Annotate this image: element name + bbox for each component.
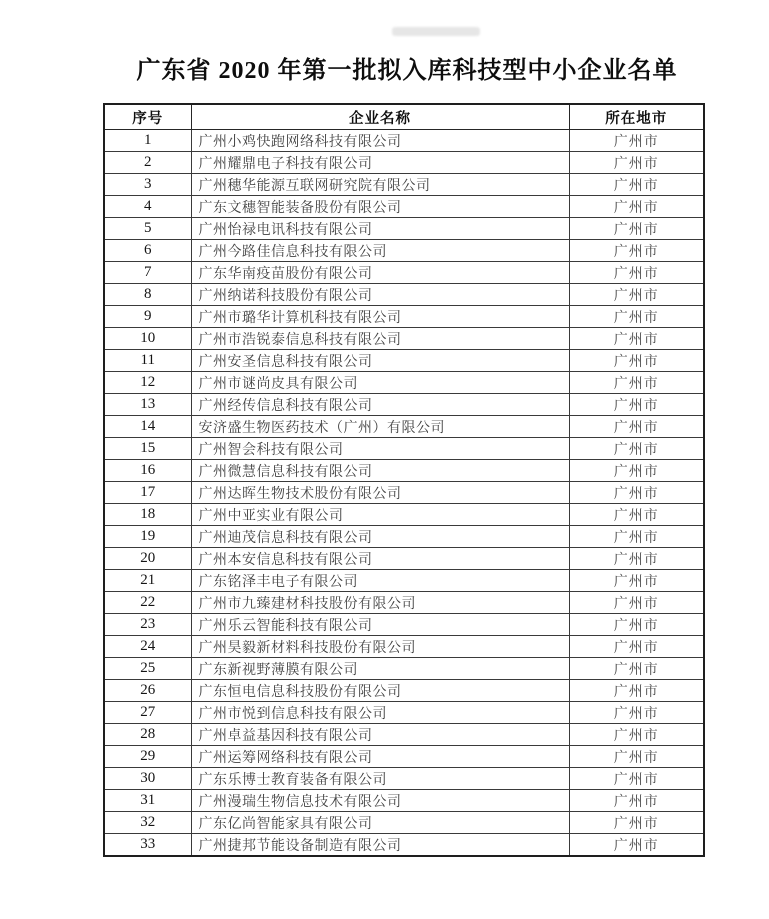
table-row bbox=[104, 438, 704, 460]
serial-number-cell: 25 bbox=[104, 658, 191, 680]
table-row bbox=[104, 482, 704, 504]
serial-number-cell: 33 bbox=[104, 834, 191, 857]
city-cell: 广州市 bbox=[569, 262, 704, 284]
city-cell: 广州市 bbox=[569, 372, 704, 394]
serial-number-cell: 22 bbox=[104, 592, 191, 614]
serial-number-cell: 12 bbox=[104, 372, 191, 394]
table-row bbox=[104, 460, 704, 482]
table-row bbox=[104, 636, 704, 658]
company-name-cell: 广州达晖生物技术股份有限公司 bbox=[191, 482, 569, 504]
city-cell: 广州市 bbox=[569, 548, 704, 570]
table-row bbox=[104, 284, 704, 306]
company-name-cell: 广州智会科技有限公司 bbox=[191, 438, 569, 460]
table-row bbox=[104, 504, 704, 526]
city-cell: 广州市 bbox=[569, 350, 704, 372]
table-row bbox=[104, 416, 704, 438]
serial-number-cell: 21 bbox=[104, 570, 191, 592]
table-row bbox=[104, 240, 704, 262]
serial-number-cell: 18 bbox=[104, 504, 191, 526]
company-name-cell: 广州本安信息科技有限公司 bbox=[191, 548, 569, 570]
company-name-cell: 广州市璐华计算机科技有限公司 bbox=[191, 306, 569, 328]
city-cell: 广州市 bbox=[569, 482, 704, 504]
serial-number-cell: 24 bbox=[104, 636, 191, 658]
company-name-cell: 广州穗华能源互联网研究院有限公司 bbox=[191, 174, 569, 196]
city-cell: 广州市 bbox=[569, 438, 704, 460]
city-cell: 广州市 bbox=[569, 328, 704, 350]
serial-number-cell: 20 bbox=[104, 548, 191, 570]
serial-number-cell: 29 bbox=[104, 746, 191, 768]
serial-number-cell: 17 bbox=[104, 482, 191, 504]
company-name-cell: 广州今路佳信息科技有限公司 bbox=[191, 240, 569, 262]
city-cell: 广州市 bbox=[569, 174, 704, 196]
serial-number-cell: 10 bbox=[104, 328, 191, 350]
company-name-cell: 广东华南疫苗股份有限公司 bbox=[191, 262, 569, 284]
serial-number-cell: 4 bbox=[104, 196, 191, 218]
table-row bbox=[104, 306, 704, 328]
column-header-company-name: 企业名称 bbox=[191, 104, 569, 130]
serial-number-cell: 13 bbox=[104, 394, 191, 416]
company-name-cell: 广东亿尚智能家具有限公司 bbox=[191, 812, 569, 834]
company-name-cell: 广州漫瑞生物信息技术有限公司 bbox=[191, 790, 569, 812]
city-cell: 广州市 bbox=[569, 768, 704, 790]
city-cell: 广州市 bbox=[569, 834, 704, 857]
company-name-cell: 广州捷邦节能设备制造有限公司 bbox=[191, 834, 569, 857]
table-row bbox=[104, 768, 704, 790]
company-name-cell: 广州乐云智能科技有限公司 bbox=[191, 614, 569, 636]
city-cell: 广州市 bbox=[569, 570, 704, 592]
table-header-row bbox=[104, 104, 704, 130]
city-cell: 广州市 bbox=[569, 724, 704, 746]
serial-number-cell: 3 bbox=[104, 174, 191, 196]
city-cell: 广州市 bbox=[569, 306, 704, 328]
company-name-cell: 广州中亚实业有限公司 bbox=[191, 504, 569, 526]
company-name-cell: 广州市谜尚皮具有限公司 bbox=[191, 372, 569, 394]
table-row bbox=[104, 680, 704, 702]
city-cell: 广州市 bbox=[569, 614, 704, 636]
city-cell: 广州市 bbox=[569, 218, 704, 240]
company-name-cell: 广州小鸡快跑网络科技有限公司 bbox=[191, 130, 569, 152]
company-name-cell: 广州昊毅新材料科技股份有限公司 bbox=[191, 636, 569, 658]
table-row bbox=[104, 834, 704, 857]
serial-number-cell: 31 bbox=[104, 790, 191, 812]
company-name-cell: 广东乐博士教育装备有限公司 bbox=[191, 768, 569, 790]
serial-number-cell: 23 bbox=[104, 614, 191, 636]
table-row bbox=[104, 592, 704, 614]
serial-number-cell: 2 bbox=[104, 152, 191, 174]
city-cell: 广州市 bbox=[569, 240, 704, 262]
city-cell: 广州市 bbox=[569, 460, 704, 482]
serial-number-cell: 27 bbox=[104, 702, 191, 724]
table-row bbox=[104, 702, 704, 724]
serial-number-cell: 8 bbox=[104, 284, 191, 306]
company-name-cell: 广州经传信息科技有限公司 bbox=[191, 394, 569, 416]
city-cell: 广州市 bbox=[569, 394, 704, 416]
serial-number-cell: 5 bbox=[104, 218, 191, 240]
city-cell: 广州市 bbox=[569, 790, 704, 812]
serial-number-cell: 14 bbox=[104, 416, 191, 438]
city-cell: 广州市 bbox=[569, 702, 704, 724]
city-cell: 广州市 bbox=[569, 636, 704, 658]
serial-number-cell: 26 bbox=[104, 680, 191, 702]
company-name-cell: 广州运筹网络科技有限公司 bbox=[191, 746, 569, 768]
company-name-cell: 广州安圣信息科技有限公司 bbox=[191, 350, 569, 372]
company-name-cell: 广东文穗智能装备股份有限公司 bbox=[191, 196, 569, 218]
table-row bbox=[104, 724, 704, 746]
serial-number-cell: 11 bbox=[104, 350, 191, 372]
table-row bbox=[104, 812, 704, 834]
table-body bbox=[104, 130, 704, 857]
scan-artifact bbox=[392, 27, 480, 36]
table-row bbox=[104, 328, 704, 350]
table-row bbox=[104, 262, 704, 284]
table-row bbox=[104, 174, 704, 196]
company-name-cell: 安济盛生物医药技术（广州）有限公司 bbox=[191, 416, 569, 438]
city-cell: 广州市 bbox=[569, 812, 704, 834]
company-name-cell: 广东新视野薄膜有限公司 bbox=[191, 658, 569, 680]
city-cell: 广州市 bbox=[569, 658, 704, 680]
table-row bbox=[104, 372, 704, 394]
city-cell: 广州市 bbox=[569, 746, 704, 768]
city-cell: 广州市 bbox=[569, 592, 704, 614]
company-name-cell: 广州怡禄电讯科技有限公司 bbox=[191, 218, 569, 240]
table-row bbox=[104, 350, 704, 372]
city-cell: 广州市 bbox=[569, 284, 704, 306]
company-name-cell: 广州市九臻建材科技股份有限公司 bbox=[191, 592, 569, 614]
city-cell: 广州市 bbox=[569, 196, 704, 218]
serial-number-cell: 6 bbox=[104, 240, 191, 262]
table-row bbox=[104, 746, 704, 768]
table-row bbox=[104, 548, 704, 570]
table-row bbox=[104, 570, 704, 592]
serial-number-cell: 15 bbox=[104, 438, 191, 460]
page-title: 广东省 2020 年第一批拟入库科技型中小企业名单 bbox=[136, 58, 678, 85]
serial-number-cell: 7 bbox=[104, 262, 191, 284]
serial-number-cell: 19 bbox=[104, 526, 191, 548]
serial-number-cell: 16 bbox=[104, 460, 191, 482]
company-name-cell: 广东恒电信息科技股份有限公司 bbox=[191, 680, 569, 702]
table-row bbox=[104, 218, 704, 240]
city-cell: 广州市 bbox=[569, 416, 704, 438]
company-table bbox=[103, 103, 705, 857]
table-row bbox=[104, 196, 704, 218]
table-row bbox=[104, 130, 704, 152]
table-row bbox=[104, 658, 704, 680]
serial-number-cell: 30 bbox=[104, 768, 191, 790]
serial-number-cell: 32 bbox=[104, 812, 191, 834]
company-name-cell: 广州纳诺科技股份有限公司 bbox=[191, 284, 569, 306]
city-cell: 广州市 bbox=[569, 526, 704, 548]
city-cell: 广州市 bbox=[569, 152, 704, 174]
city-cell: 广州市 bbox=[569, 680, 704, 702]
table-row bbox=[104, 526, 704, 548]
table-row bbox=[104, 152, 704, 174]
column-header-city: 所在地市 bbox=[569, 104, 704, 130]
table-row bbox=[104, 790, 704, 812]
serial-number-cell: 9 bbox=[104, 306, 191, 328]
city-cell: 广州市 bbox=[569, 504, 704, 526]
company-name-cell: 广东铭泽丰电子有限公司 bbox=[191, 570, 569, 592]
company-name-cell: 广州卓益基因科技有限公司 bbox=[191, 724, 569, 746]
company-name-cell: 广州微慧信息科技有限公司 bbox=[191, 460, 569, 482]
serial-number-cell: 1 bbox=[104, 130, 191, 152]
table-row bbox=[104, 394, 704, 416]
column-header-serial-number: 序号 bbox=[104, 104, 191, 130]
table-row bbox=[104, 614, 704, 636]
serial-number-cell: 28 bbox=[104, 724, 191, 746]
company-name-cell: 广州市浩锐泰信息科技有限公司 bbox=[191, 328, 569, 350]
city-cell: 广州市 bbox=[569, 130, 704, 152]
company-name-cell: 广州迪茂信息科技有限公司 bbox=[191, 526, 569, 548]
company-name-cell: 广州市悦到信息科技有限公司 bbox=[191, 702, 569, 724]
company-name-cell: 广州耀鼎电子科技有限公司 bbox=[191, 152, 569, 174]
